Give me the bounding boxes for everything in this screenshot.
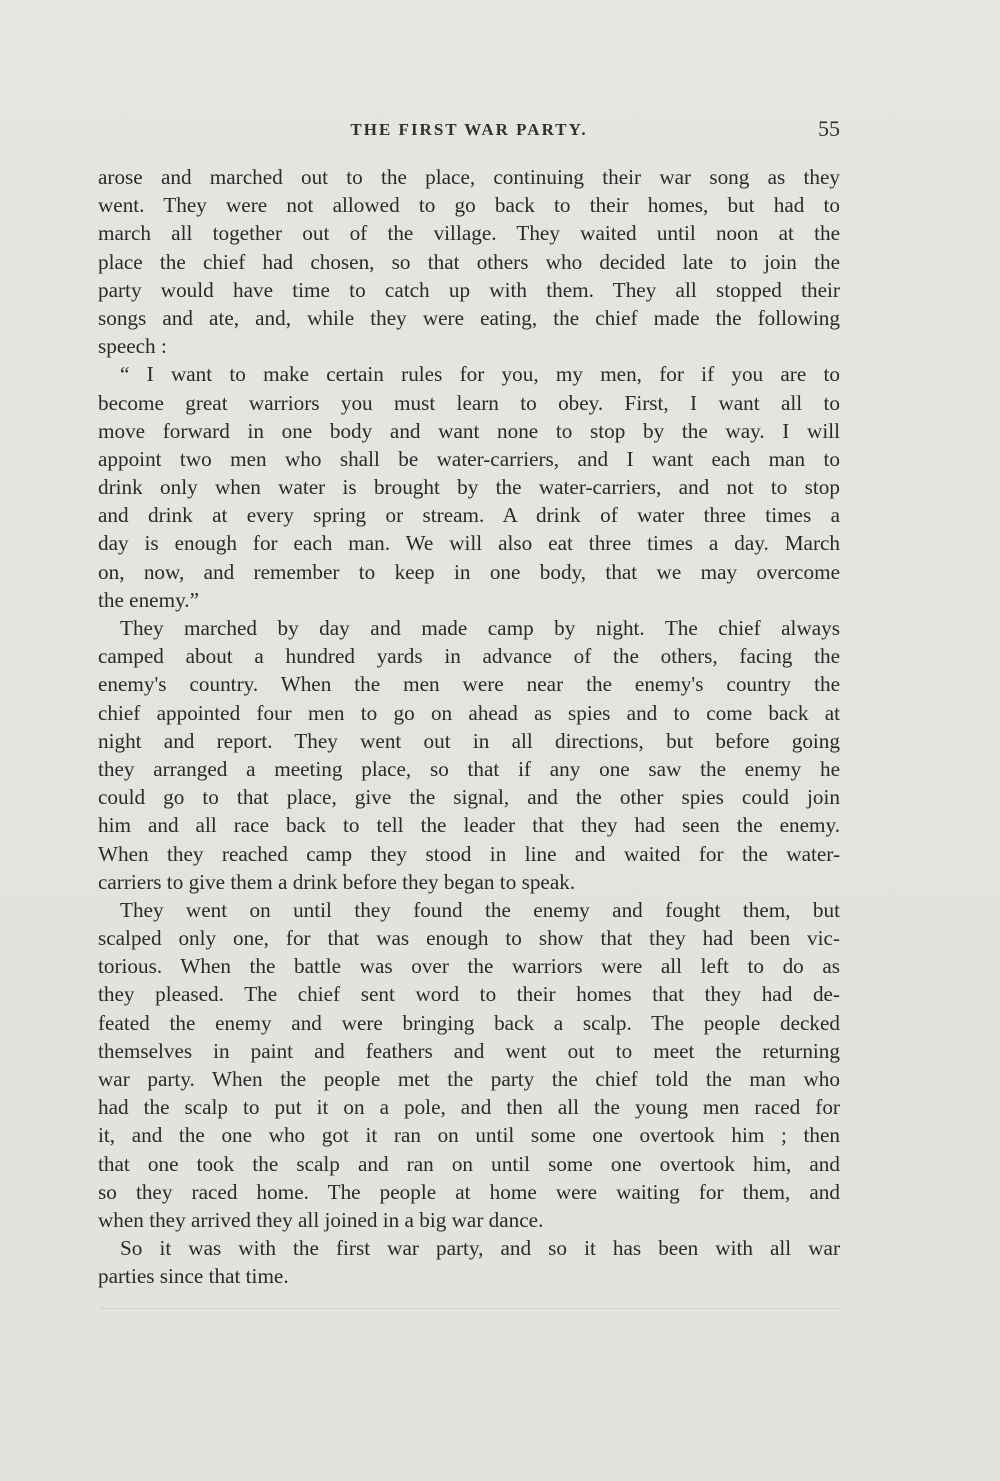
text-line: parties since that time. xyxy=(98,1264,289,1289)
text-line: it, and the one who got it ran on until some one overtook him ; then xyxy=(98,1123,840,1148)
text-line: war party. When the people met the party the chief told the man who xyxy=(98,1067,840,1091)
text-line: drink only when water is brought by the water-carriers, and not to stop xyxy=(98,475,840,500)
text-line: scalped only one, for that was enough to show that they had been vic- xyxy=(98,926,840,951)
text-line: speech : xyxy=(98,334,167,359)
running-title: THE FIRST WAR PARTY. xyxy=(350,120,588,139)
text-line: and drink at every spring or stream. A drink of water three times a xyxy=(98,503,840,528)
text-line: carriers to give them a drink before they began to speak. xyxy=(98,869,576,894)
text-line: on, now, and remember to keep in one body, that we may overcome xyxy=(98,559,840,584)
text-line: they arranged a meeting place, so that if any one saw the enemy he xyxy=(98,756,840,781)
text-line: So it was with the first war party, and so it has been with all war xyxy=(120,1236,840,1261)
text-line: night and report. They went out in all directions, but before going xyxy=(98,728,840,753)
text-line: feated the enemy and were bringing back a scalp. The people decked xyxy=(98,1010,840,1035)
body-text xyxy=(98,163,840,1291)
text-line: When they reached camp they stood in line and waited for the water- xyxy=(98,841,840,866)
text-line: songs and ate, and, while they were eating, the chief made the following xyxy=(98,305,840,330)
text-line: “ I want to make certain rules for you, my men, for if you are to xyxy=(120,362,840,387)
text-line: when they arrived they all joined in a big war dance. xyxy=(98,1207,544,1232)
text-line: the enemy.” xyxy=(98,587,199,612)
text-line: appoint two men who shall be water-carriers, and I want each man to xyxy=(98,446,840,471)
text-line: enemy's country. When the men were near the enemy's country the xyxy=(98,672,840,697)
text-line: camped about a hundred yards in advance of the others, facing the xyxy=(98,644,840,669)
text-line: that one took the scalp and ran on until some one overtook him, and xyxy=(98,1151,840,1176)
text-line: could go to that place, give the signal, and the other spies could join xyxy=(98,785,840,810)
text-line: they pleased. The chief sent word to their homes that they had de- xyxy=(98,982,840,1007)
text-line: become great warriors you must learn to obey. First, I want all to xyxy=(98,390,840,415)
page-number: 55 xyxy=(818,116,840,141)
page-header xyxy=(98,118,840,148)
text-line: chief appointed four men to go on ahead as spies and to come back at xyxy=(98,700,840,725)
text-line: went. They were not allowed to go back to their homes, but had to xyxy=(98,193,840,218)
text-line: torious. When the battle was over the warriors were all left to do as xyxy=(98,954,840,979)
text-line: themselves in paint and feathers and went out to meet the returning xyxy=(98,1038,840,1063)
text-line: party would have time to catch up with them. They all stopped their xyxy=(98,277,840,302)
text-line: had the scalp to put it on a pole, and then all the young men raced for xyxy=(98,1095,840,1120)
bottom-rule xyxy=(100,1308,840,1309)
text-line: march all together out of the village. They waited until noon at the xyxy=(98,221,840,246)
text-line: day is enough for each man. We will also eat three times a day. March xyxy=(98,531,840,556)
text-line: arose and marched out to the place, continuing their war song as they xyxy=(98,165,840,189)
text-line: him and all race back to tell the leader that they had seen the enemy. xyxy=(98,813,840,838)
text-line: move forward in one body and want none to stop by the way. I will xyxy=(98,418,840,443)
text-line: so they raced home. The people at home were waiting for them, and xyxy=(98,1179,840,1204)
text-line: They marched by day and made camp by night. The chief always xyxy=(120,616,840,640)
text-line: They went on until they found the enemy and fought them, but xyxy=(120,897,840,922)
text-line: place the chief had chosen, so that others who decided late to join the xyxy=(98,249,840,274)
